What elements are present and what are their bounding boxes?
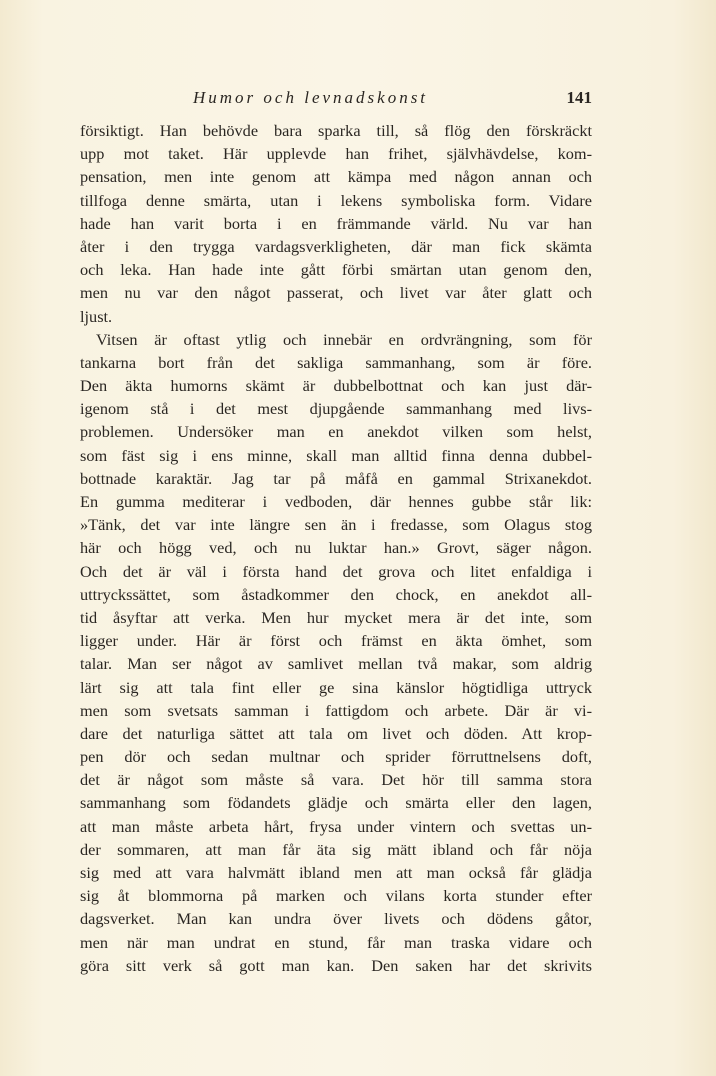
text-line: pensation, men inte genom att kämpa med någon annan och [80,167,592,187]
page-header [80,88,592,114]
text-line: och leka. Han hade inte gått förbi smärtan utan genom den, [80,260,592,280]
text-line: talar. Man ser något av samlivet mellan två makar, som aldrig [80,654,592,674]
text-line: dagsverket. Man kan undra över livets och dödens gåtor, [80,909,592,929]
text-line: igenom stå i det mest djupgående sammanhang med livs- [80,399,592,419]
text-line: försiktigt. Han behövde bara sparka till, så flög den förskräckt [80,121,592,140]
text-line: Och det är väl i första hand det grova och litet enfaldiga i [80,561,592,581]
text-line: det är något som måste så vara. Det hör till samma stora [80,770,592,790]
text-line: upp mot taket. Här upplevde han frihet, självhävdelse, kom- [80,144,592,164]
text-line: problemen. Undersöker man en anekdot vilken som helst, [80,422,592,442]
body-text [80,119,592,977]
text-line: lärt sig att tala fint eller ge sina känslor högtidliga uttryck [80,677,592,697]
text-line: ligger under. Här är först och främst en äkta ömhet, som [80,631,592,651]
text-line: men när man undrat en stund, får man traska vidare och [80,932,592,952]
text-line: men som svetsats samman i fattigdom och arbete. Där är vi- [80,700,592,720]
text-line: men nu var den något passerat, och livet var åter glatt och [80,283,592,303]
text-line: tankarna bort från det sakliga sammanhang, som är före. [80,352,592,372]
text-line: som fäst sig i ens minne, skall man alltid finna denna dubbel- [80,445,592,465]
paragraph-start-line: Vitsen är oftast ytlig och innebär en ordvrängning, som för [96,329,592,349]
text-line: göra sitt verk så gott man kan. Den saken har det skrivits [80,955,592,975]
running-title: Humor och levnadskonst [193,88,429,107]
text-line: hade han varit borta i en främmande värld. Nu var han [80,213,592,233]
text-line: sig med att vara halvmätt ibland men att man också får glädja [80,863,592,882]
text-line: tillfoga denne smärta, utan i lekens symboliska form. Vidare [80,190,592,210]
text-line: sig åt blommorna på marken och vilans korta stunder efter [80,886,592,906]
page-number: 141 [566,88,592,107]
text-line: tid åsyftar att verka. Men hur mycket mera är det inte, som [80,607,592,627]
text-line: sammanhang som födandets glädje och smärta eller den lagen, [80,793,592,813]
text-line: här och högg ved, och nu luktar han.» Grovt, säger någon. [80,538,592,558]
text-line: åter i den trygga vardagsverkligheten, där man fick skämta [80,236,592,256]
text-line: bottnade karaktär. Jag tar på måfå en gammal Strixanekdot. [80,468,592,488]
text-line: »Tänk, det var inte längre sen än i fredasse, som Olagus stog [80,515,592,535]
text-line: pen dör och sedan multnar och sprider förruttnelsens doft, [80,747,592,767]
text-line: dare det naturliga sättet att tala om livet och döden. Att krop- [80,723,592,743]
text-line: der sommaren, att man får äta sig mätt ibland och får nöja [80,839,592,859]
text-line: ljust. [80,306,113,326]
text-line: uttryckssättet, som åstadkommer den chock, en anekdot all- [80,584,592,604]
text-line: Den äkta humorns skämt är dubbelbottnat och kan just där- [80,376,592,396]
text-line: En gumma mediterar i vedboden, där hennes gubbe står lik: [80,492,592,511]
text-line: att man måste arbeta hårt, frysa under vintern och svettas un- [80,816,592,836]
